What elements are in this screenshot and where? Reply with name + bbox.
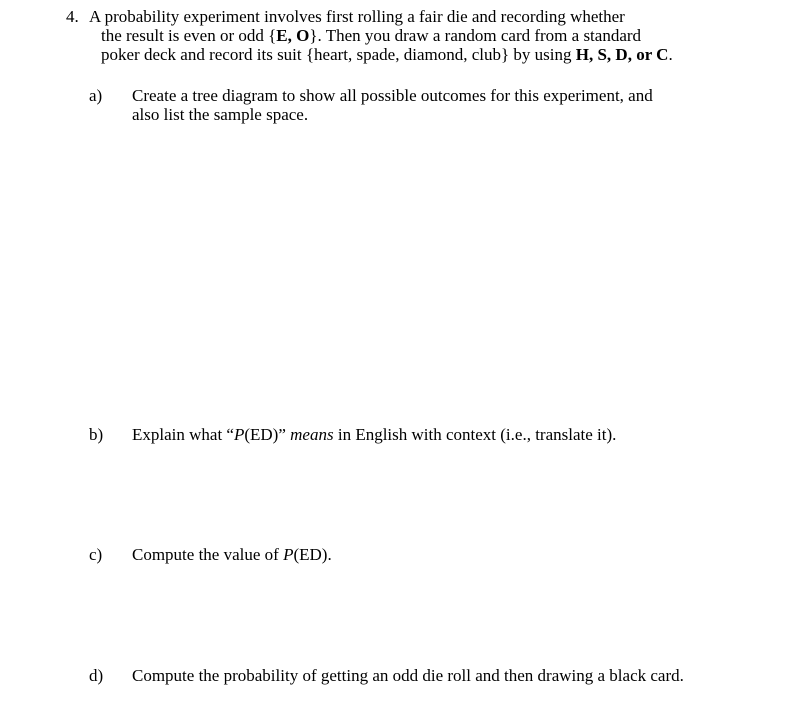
problem-line-1: A probability experiment involves first rolling a fair die and recording whether: [89, 7, 625, 26]
part-b-means-italic: means: [290, 425, 334, 444]
problem-line-3: [89, 45, 739, 64]
part-b-text: [132, 425, 772, 444]
part-c-text: [132, 545, 772, 564]
part-d-label: d): [89, 666, 104, 685]
problem-number: 4.: [66, 7, 79, 26]
part-b-pre: Explain what “: [132, 425, 234, 444]
part-b-line: [132, 425, 772, 444]
part-c-pre: Compute the value of: [132, 545, 284, 564]
problem-line-3-pre: poker deck and record its suit {heart, spade, diamond, club} by using: [101, 45, 576, 64]
part-a-line-2: also list the sample space.: [132, 105, 309, 124]
part-d-line: Compute the probability of getting an odd die roll and then drawing a black card.: [132, 666, 684, 685]
part-c-line: [132, 545, 772, 564]
part-b-mid: (ED)”: [244, 425, 291, 444]
problem-line-3-post: .: [668, 45, 673, 64]
part-b-label: b): [89, 425, 104, 444]
part-a-label: a): [89, 86, 103, 105]
part-c-p-italic: P: [283, 545, 294, 564]
part-c-post: (ED).: [293, 545, 332, 564]
part-b-post: in English with context (i.e., translate it).: [333, 425, 617, 444]
problem-line-2-pre: the result is even or odd {: [101, 26, 277, 45]
part-a-text: [132, 86, 772, 124]
even-odd-set: E, O: [276, 26, 310, 45]
part-c-label: c): [89, 545, 103, 564]
suit-letters: H, S, D, or C: [575, 45, 669, 64]
problem-statement: [89, 7, 739, 64]
part-d-text: [132, 666, 772, 685]
part-a-line-1: Create a tree diagram to show all possible outcomes for this experiment, and: [132, 86, 653, 105]
part-b-p-italic: P: [233, 425, 245, 444]
problem-line-2-post: }. Then you draw a random card from a standard: [309, 26, 642, 45]
problem-line-2: [89, 26, 739, 45]
